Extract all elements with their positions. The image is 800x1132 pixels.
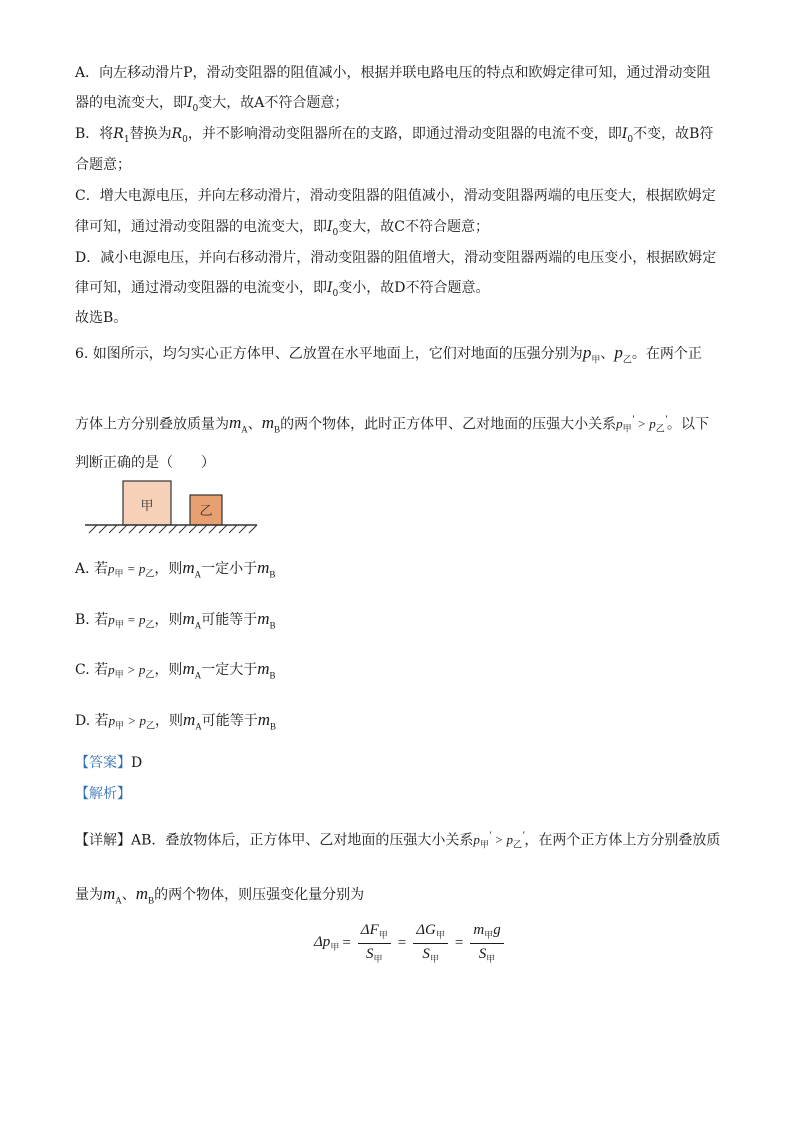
text: B．将 <box>75 126 114 142</box>
detail-line2 <box>75 884 364 910</box>
mass-b: $m_B$ <box>257 609 276 631</box>
text: ，则 <box>154 662 183 678</box>
mass-b: $m_B$ <box>257 710 277 732</box>
cube-jia-label: 甲 <box>140 499 154 514</box>
fraction-force-area: $\frac{\Delta F_甲}{S_甲}$ <box>358 922 391 965</box>
text: 6. 如图所示，均匀实心正方体甲、乙放置在水平地面上，它们对地面的压强分别为 <box>75 346 583 362</box>
text: 变大，故C不符合题意； <box>338 219 489 235</box>
mass-a: $m_A$ <box>103 884 122 906</box>
equals-sign: = <box>397 935 407 951</box>
pressure-relation: $p_甲' > p_乙'$ <box>473 830 525 850</box>
condition: $p_甲 = p_乙$ <box>108 612 155 630</box>
current-symbol: $I_0$ <box>621 126 634 145</box>
current-symbol: $I_0$ <box>327 280 339 299</box>
pressure-jia: $p_甲$ <box>582 343 601 365</box>
conclusion: 故选B。 <box>75 310 128 326</box>
text: 一定大于 <box>201 662 258 678</box>
current-symbol: $I_0$ <box>187 95 199 114</box>
condition: $p_甲 > p_乙$ <box>108 713 155 731</box>
detail-line1 <box>75 826 720 855</box>
mass-a: $m_A$ <box>182 558 202 580</box>
option-label: A. 若 <box>75 561 109 577</box>
question-line2 <box>75 410 709 440</box>
text: 器的电流变大，即 <box>75 95 187 111</box>
question-line1 <box>75 343 702 369</box>
option-d[interactable] <box>75 710 276 732</box>
option-d-analysis-line1 <box>75 248 716 268</box>
text: 变小，故D不符合题意。 <box>338 280 490 296</box>
text: 可能等于 <box>201 713 258 729</box>
condition: $p_甲 > p_乙$ <box>108 662 155 680</box>
option-a-analysis-line2 <box>75 93 348 119</box>
option-label: B. 若 <box>75 612 109 628</box>
text: 不变，故B符 <box>633 126 714 142</box>
fraction-mg-area: $\frac{m_甲g}{S_甲}$ <box>470 922 503 965</box>
text: 、 <box>121 887 136 903</box>
pressure-change-formula <box>314 922 508 965</box>
condition: $p_甲 = p_乙$ <box>108 561 155 579</box>
text: A．向左移动滑片P，滑动变阻器的阻值减小，根据并联电路电压的特点和欧姆定律可知，通过滑动变阻 <box>75 65 711 81</box>
ground-hatching <box>89 525 257 533</box>
text: 变大，故A不符合题意； <box>198 95 349 111</box>
text: ，并不影响滑动变阻器所在的支路，即通过滑动变阻器的电流不变，即 <box>187 126 622 142</box>
option-a[interactable] <box>75 558 275 580</box>
text: 方体上方分别叠放质量为 <box>75 416 229 433</box>
text: AB．叠放物体后，正方体甲、乙对地面的压强大小关系 <box>131 832 474 849</box>
text: ，则 <box>154 561 183 577</box>
text: 。在两个正 <box>631 346 702 362</box>
option-c-analysis-line1 <box>75 186 716 206</box>
equals-sign: = <box>454 935 464 951</box>
text: 律可知，通过滑动变阻器的电流变小，即 <box>75 280 327 296</box>
option-d-analysis-line2 <box>75 278 490 304</box>
text: 。以下 <box>667 416 710 433</box>
text: 一定小于 <box>201 561 258 577</box>
question-line3: 判断正确的是（ ） <box>75 455 215 471</box>
option-c-analysis-line2 <box>75 217 489 243</box>
text: ，在两个正方体上方分别叠放质 <box>524 832 721 849</box>
fraction-weight-area: $\frac{\Delta G_甲}{S_甲}$ <box>413 922 448 965</box>
text: C．增大电源电压，并向左移动滑片，滑动变阻器的阻值减小，滑动变阻器两端的电压变大，根据欧姆定 <box>75 188 716 204</box>
text: D．减小电源电压，并向右移动滑片，滑动变阻器的阻值增大，滑动变阻器两端的电压变小，根据欧姆定 <box>75 250 717 266</box>
resistor-symbol: $R_0$ <box>171 126 188 145</box>
text: 的两个物体，此时正方体甲、乙对地面的压强大小关系 <box>280 416 617 433</box>
mass-a: $m_A$ <box>182 659 202 681</box>
detail-tag: 【详解】 <box>75 832 131 849</box>
mass-b: $m_B$ <box>135 884 155 906</box>
option-b-analysis-line2 <box>75 155 131 175</box>
answer-tag: 【答案】 <box>75 755 131 771</box>
answer-value: D <box>131 755 143 771</box>
option-label: D. 若 <box>75 713 109 729</box>
mass-a: $m_A$ <box>182 609 202 631</box>
option-b[interactable] <box>75 609 276 631</box>
option-b-analysis-line1 <box>75 124 713 150</box>
text: ，则 <box>154 612 183 628</box>
cube-yi-label: 乙 <box>199 504 213 519</box>
text: 替换为 <box>129 126 172 142</box>
text: 、 <box>600 346 615 362</box>
text: 可能等于 <box>201 612 258 628</box>
resistor-symbol: $R_1$ <box>113 126 130 145</box>
formula-lhs: $\Delta p_甲$ <box>314 934 340 952</box>
mass-a: $m_A$ <box>229 413 248 435</box>
mass-b: $m_B$ <box>257 558 276 580</box>
analysis-tag-text: 【解析】 <box>75 786 131 802</box>
text: ，则 <box>154 713 183 729</box>
option-label: C. 若 <box>75 662 109 678</box>
text: 律可知，通过滑动变阻器的电流变大，即 <box>75 219 327 235</box>
text: 、 <box>247 416 262 433</box>
option-c[interactable] <box>75 659 276 681</box>
equals-sign: = <box>342 935 351 951</box>
mass-b: $m_B$ <box>257 659 276 681</box>
pressure-relation: $p_甲' > p_乙'$ <box>616 414 668 434</box>
mass-a: $m_A$ <box>182 710 202 732</box>
analysis-tag <box>75 784 131 804</box>
text: 量为 <box>75 887 103 903</box>
pressure-yi: $p_乙$ <box>614 343 632 365</box>
text: 合题意； <box>75 157 131 173</box>
text: 的两个物体，则压强变化量分别为 <box>154 887 365 903</box>
option-a-analysis-line1 <box>75 63 711 83</box>
mass-b: $m_B$ <box>261 413 281 435</box>
answer-line <box>75 753 142 773</box>
current-symbol: $I_0$ <box>327 219 339 238</box>
cube-figure <box>85 478 261 534</box>
